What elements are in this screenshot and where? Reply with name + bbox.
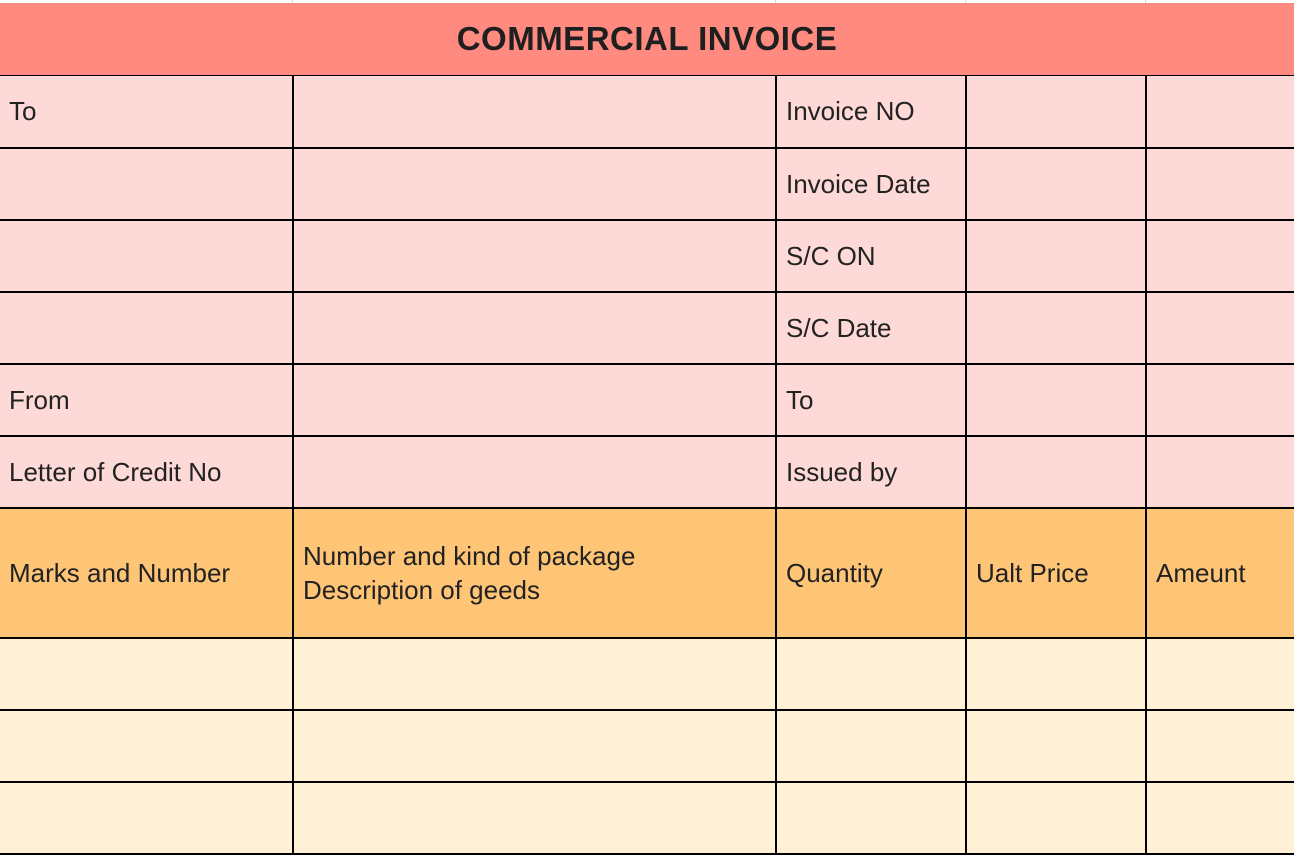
- to-address-value-cell[interactable]: [293, 220, 776, 292]
- item-description-cell[interactable]: [293, 638, 776, 710]
- invoice-date-label-cell[interactable]: Invoice Date: [776, 148, 966, 220]
- sc-on-label-cell[interactable]: S/C ON: [776, 220, 966, 292]
- sc-on-extra-cell[interactable]: [1146, 220, 1294, 292]
- item-quantity-cell[interactable]: [776, 638, 966, 710]
- item-marks-cell[interactable]: [0, 782, 293, 854]
- info-row: [0, 292, 1294, 364]
- item-marks-cell[interactable]: [0, 638, 293, 710]
- to-address-cell[interactable]: [0, 220, 293, 292]
- letter-of-credit-value-cell[interactable]: [293, 436, 776, 508]
- invoice-no-value-cell[interactable]: [966, 76, 1146, 148]
- items-header-row: [0, 508, 1294, 638]
- item-marks-cell[interactable]: [0, 710, 293, 782]
- destination-extra-cell[interactable]: [1146, 364, 1294, 436]
- letter-of-credit-label-cell[interactable]: Letter of Credit No: [0, 436, 293, 508]
- description-header-line1: Number and kind of package: [303, 541, 636, 571]
- item-unit-price-cell[interactable]: [966, 782, 1146, 854]
- issued-by-extra-cell[interactable]: [1146, 436, 1294, 508]
- destination-value-cell[interactable]: [966, 364, 1146, 436]
- description-header-cell[interactable]: [293, 508, 776, 638]
- sc-date-value-cell[interactable]: [966, 292, 1146, 364]
- to-value-cell[interactable]: [293, 76, 776, 148]
- unit-price-header-cell[interactable]: Ualt Price: [966, 508, 1146, 638]
- from-value-cell[interactable]: [293, 364, 776, 436]
- item-unit-price-cell[interactable]: [966, 710, 1146, 782]
- item-amount-cell[interactable]: [1146, 782, 1294, 854]
- info-row: [0, 148, 1294, 220]
- info-row: [0, 364, 1294, 436]
- info-row: [0, 76, 1294, 148]
- to-address-value-cell[interactable]: [293, 292, 776, 364]
- invoice-no-extra-cell[interactable]: [1146, 76, 1294, 148]
- sc-on-value-cell[interactable]: [966, 220, 1146, 292]
- item-description-cell[interactable]: [293, 782, 776, 854]
- info-row: [0, 436, 1294, 508]
- amount-header-cell[interactable]: Ameunt: [1146, 508, 1294, 638]
- issued-by-label-cell[interactable]: Issued by: [776, 436, 966, 508]
- to-address-cell[interactable]: [0, 148, 293, 220]
- invoice-date-extra-cell[interactable]: [1146, 148, 1294, 220]
- item-amount-cell[interactable]: [1146, 710, 1294, 782]
- destination-label-cell[interactable]: To: [776, 364, 966, 436]
- invoice-no-label-cell[interactable]: Invoice NO: [776, 76, 966, 148]
- to-address-value-cell[interactable]: [293, 148, 776, 220]
- quantity-header-cell[interactable]: Quantity: [776, 508, 966, 638]
- item-amount-cell[interactable]: [1146, 638, 1294, 710]
- item-row: [0, 638, 1294, 710]
- to-label-cell[interactable]: To: [0, 76, 293, 148]
- description-header-line2: Description of geeds: [303, 575, 541, 605]
- sc-date-label-cell[interactable]: S/C Date: [776, 292, 966, 364]
- invoice-title: COMMERCIAL INVOICE: [0, 3, 1294, 76]
- item-quantity-cell[interactable]: [776, 782, 966, 854]
- invoice-table: [0, 76, 1294, 855]
- item-description-cell[interactable]: [293, 710, 776, 782]
- invoice-date-value-cell[interactable]: [966, 148, 1146, 220]
- sc-date-extra-cell[interactable]: [1146, 292, 1294, 364]
- from-label-cell[interactable]: From: [0, 364, 293, 436]
- to-address-cell[interactable]: [0, 292, 293, 364]
- item-row: [0, 782, 1294, 854]
- item-unit-price-cell[interactable]: [966, 638, 1146, 710]
- item-row: [0, 710, 1294, 782]
- marks-header-cell[interactable]: Marks and Number: [0, 508, 293, 638]
- issued-by-value-cell[interactable]: [966, 436, 1146, 508]
- item-quantity-cell[interactable]: [776, 710, 966, 782]
- info-row: [0, 220, 1294, 292]
